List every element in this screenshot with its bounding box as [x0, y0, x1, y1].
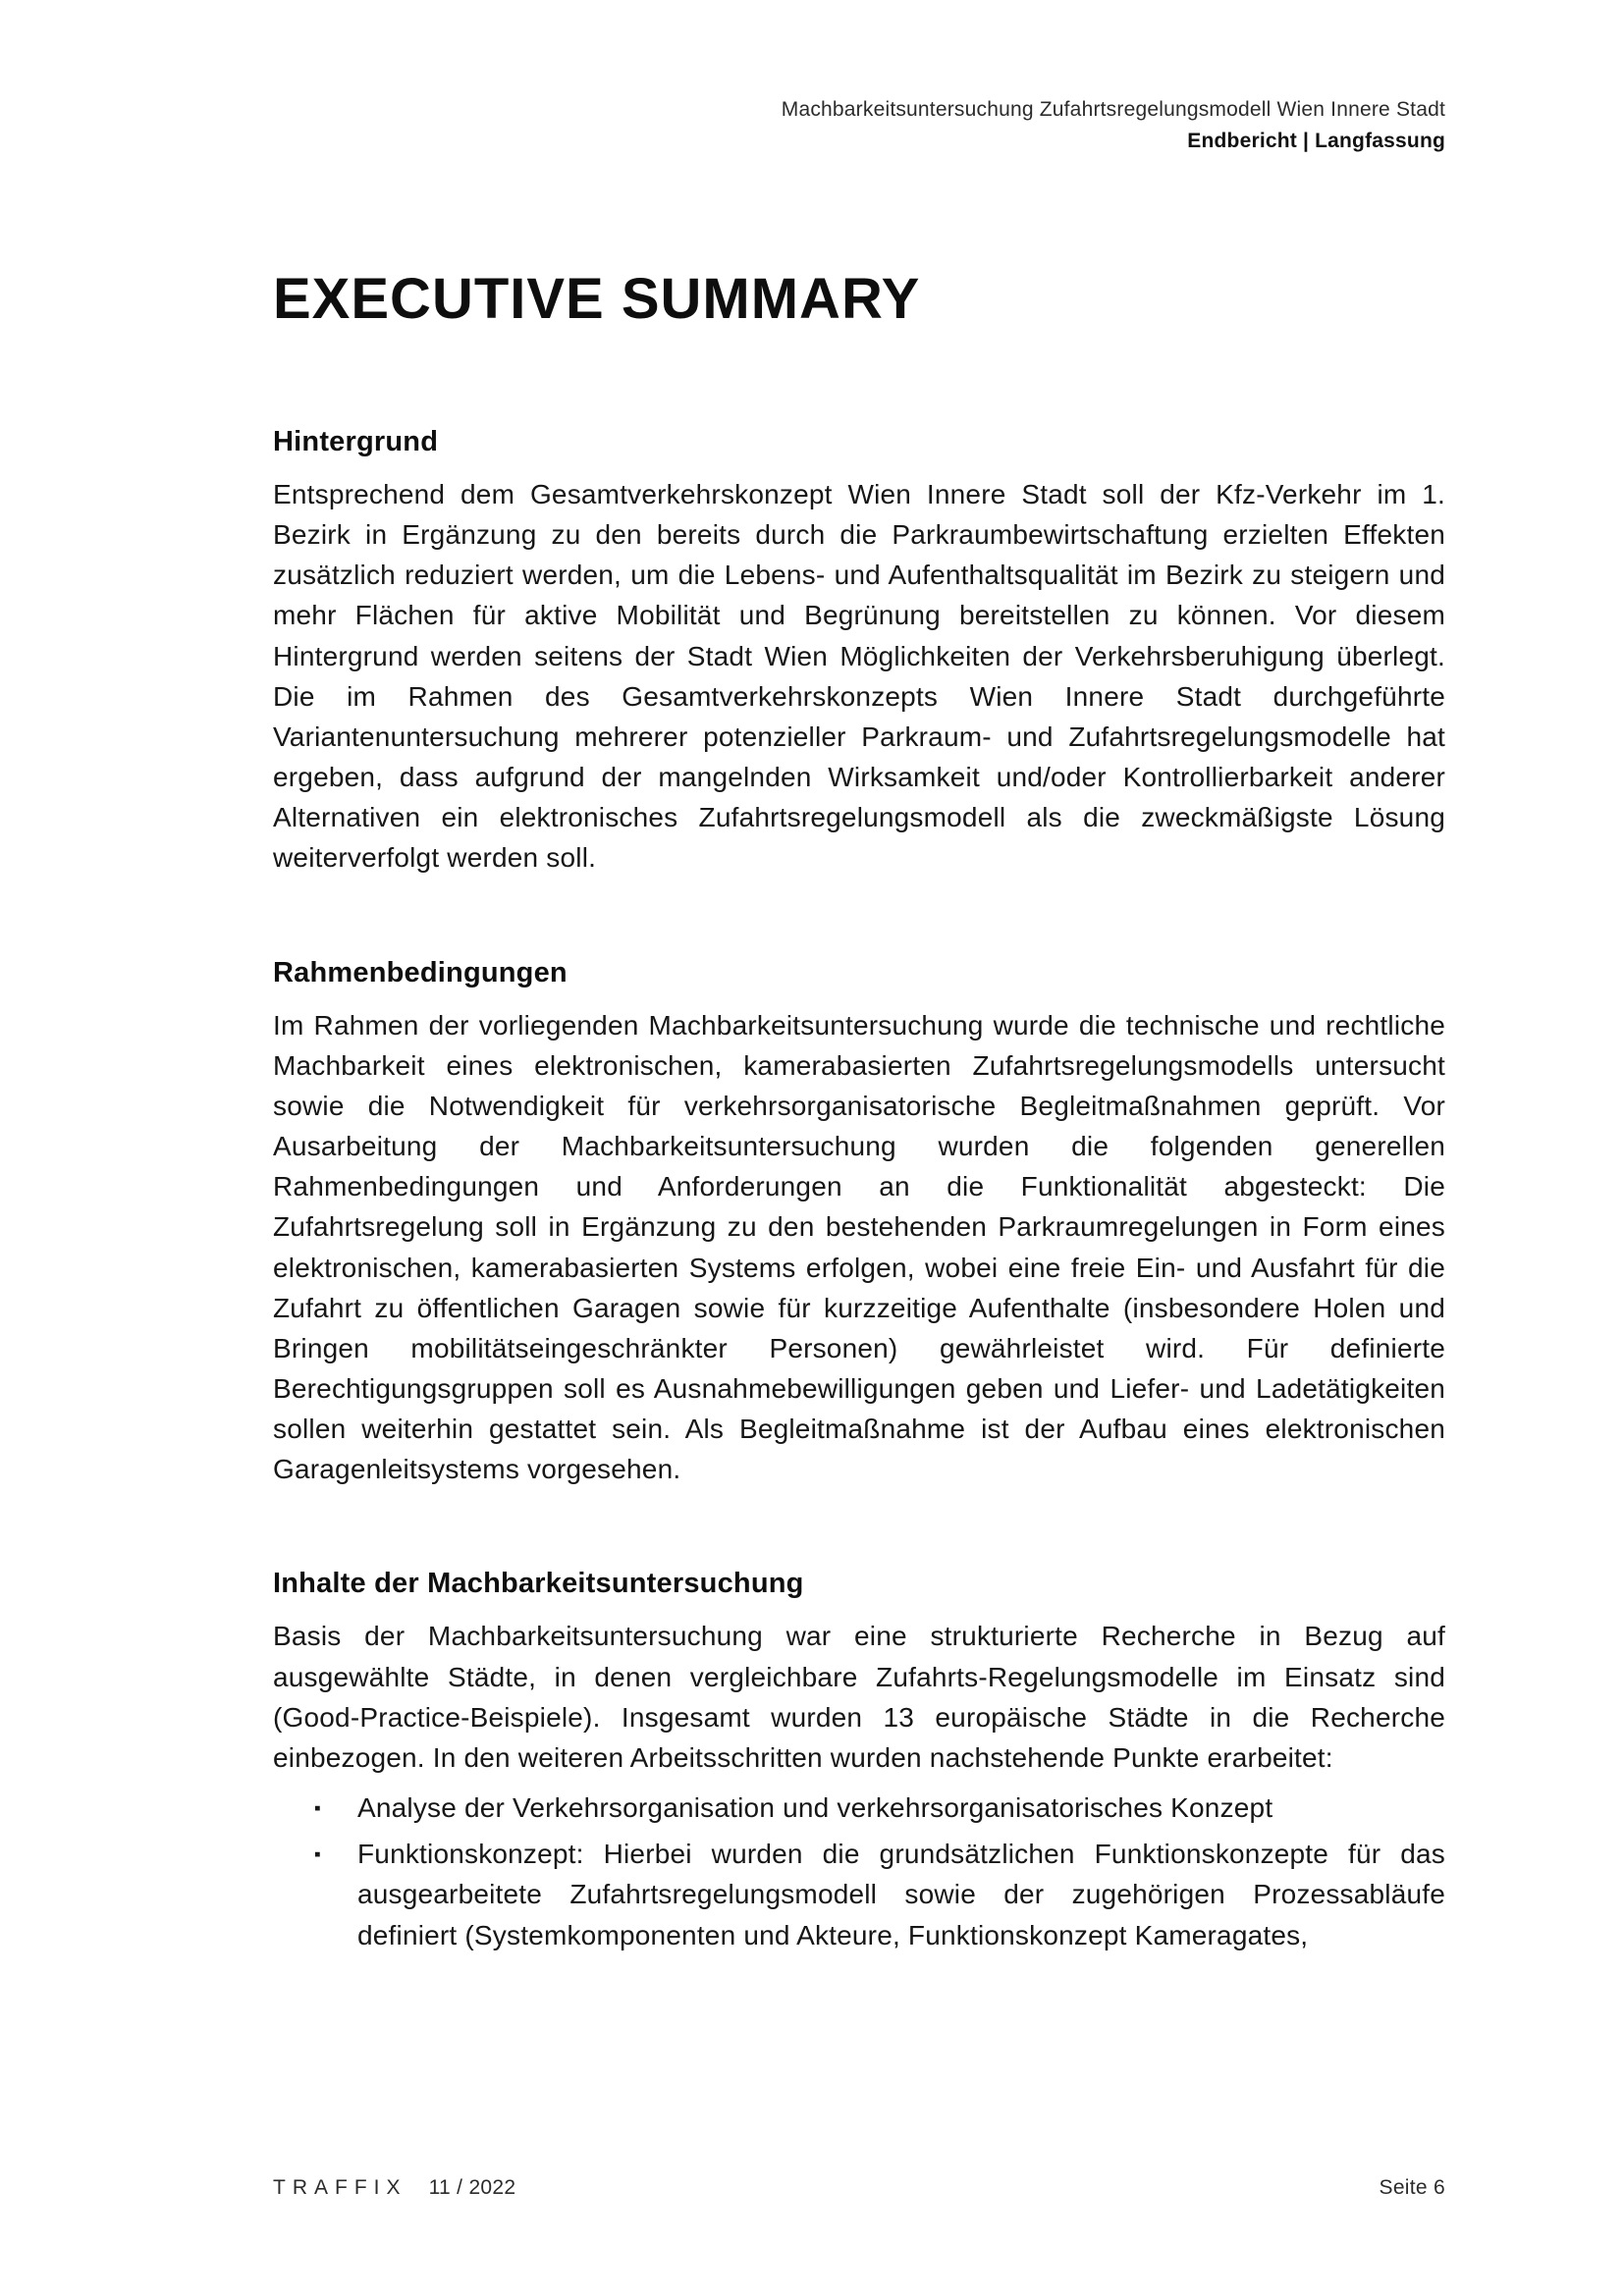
- section-heading-inhalte: Inhalte der Machbarkeitsuntersuchung: [273, 1568, 804, 1600]
- header-doc-type: Endbericht | Langfassung: [1187, 129, 1445, 152]
- footer-brand: TRAFFIX: [273, 2176, 407, 2199]
- header-report-title: Machbarkeitsuntersuchung Zufahrtsregelungsmodell Wien Innere Stadt: [781, 98, 1445, 121]
- work-steps-list: [273, 1788, 1445, 1955]
- bullet-marker-icon: ▪: [314, 1798, 321, 1820]
- bullet-marker-icon: ▪: [314, 1844, 321, 1866]
- list-item-text: Analyse der Verkehrsorganisation und verkehrsorganisatorisches Konzept: [357, 1792, 1273, 1824]
- section-rahmenbedingungen: [273, 957, 1445, 1490]
- section-heading-rahmenbedingungen: Rahmenbedingungen: [273, 956, 568, 988]
- list-item: [273, 1788, 1445, 1828]
- page-header: [273, 94, 1445, 156]
- section-body-hintergrund: Entsprechend dem Gesamtverkehrskonzept Wien Innere Stadt soll der Kfz-Verkehr im 1. Bezirk in Ergänzung zu den bereits durch die Parkraumbewirtschaftung erzielten Effekten zusätzlich reduziert werden, um die Lebens- und Aufenthaltsqualität im Bezirk zu steigern und mehr Flächen für aktive Mobilität und Begrünung bereitstellen zu können. Vor diesem Hintergrund werden seitens der Stadt Wien Möglichkeiten der Verkehrsberuhigung überlegt. Die im Rahmen des Gesamtverkehrskonzepts Wien Innere Stadt durchgeführte Variantenuntersuchung mehrerer potenzieller Parkraum- und Zufahrtsregelungsmodelle hat ergeben, dass aufgrund der mangelnden Wirksamkeit und/oder Kontrollierbarkeit anderer Alternativen ein elektronisches Zufahrtsregelungsmodell als die zweckmäßigste Lösung weiterverfolgt werden soll.: [273, 479, 1445, 874]
- footer-issue: 11 / 2022: [428, 2176, 516, 2199]
- section-body-rahmenbedingungen: Im Rahmen der vorliegenden Machbarkeitsuntersuchung wurde die technische und rechtliche Machbarkeit eines elektronischen, kamerabasierten Zufahrtsregelungsmodells untersucht sowie die Notwendigkeit für verkehrsorganisatorische Begleitmaßnahmen geprüft. Vor Ausarbeitung der Machbarkeitsuntersuchung wurden die folgenden generellen Rahmenbedingungen und Anforderungen an die Funktionalität abgesteckt: Die Zufahrtsregelung soll in Ergänzung zu den bestehenden Parkraumregelungen in Form eines elektronischen, kamerabasierten Systems erfolgen, wobei eine freie Ein- und Ausfahrt für die Zufahrt zu öffentlichen Garagen sowie für kurzzeitige Aufenthalte (insbesondere Holen und Bringen mobilitätseingeschränkter Personen) gewährleistet wird. Für definierte Berechtigungsgruppen soll es Ausnahmebewilligungen geben und Liefer- und Ladetätigkeiten sollen weiterhin gestattet sein. Als Begleitmaßnahme ist der Aufbau eines elektronischen Garagenleitsystems vorgesehen.: [273, 1009, 1445, 1485]
- section-body-inhalte: Basis der Machbarkeitsuntersuchung war eine strukturierte Recherche in Bezug auf ausgewählte Städte, in denen vergleichbare Zufahrts-Regelungsmodelle im Einsatz sind (Good-Practice-Beispiele). Insgesamt wurden 13 europäische Städte in die Recherche einbezogen. In den weiteren Arbeitsschritten wurden nachstehende Punkte erarbeitet:: [273, 1621, 1445, 1773]
- list-item-text: Funktionskonzept: Hierbei wurden die grundsätzlichen Funktionskonzepte für das ausgearbeitete Zufahrtsregelungsmodell sowie der zugehörigen Prozessabläufe definiert (Systemkomponenten und Akteure, Funktionskonzept Kameragates,: [357, 1839, 1445, 1950]
- section-heading-hintergrund: Hintergrund: [273, 426, 439, 457]
- list-item: [273, 1834, 1445, 1954]
- footer-page-number: Seite 6: [1379, 2176, 1445, 2199]
- section-hintergrund: [273, 426, 1445, 879]
- page-title: EXECUTIVE SUMMARY: [273, 267, 921, 331]
- section-inhalte: [273, 1568, 1445, 1954]
- footer-brand-issue: [273, 2176, 515, 2200]
- page-footer: [273, 2176, 1445, 2200]
